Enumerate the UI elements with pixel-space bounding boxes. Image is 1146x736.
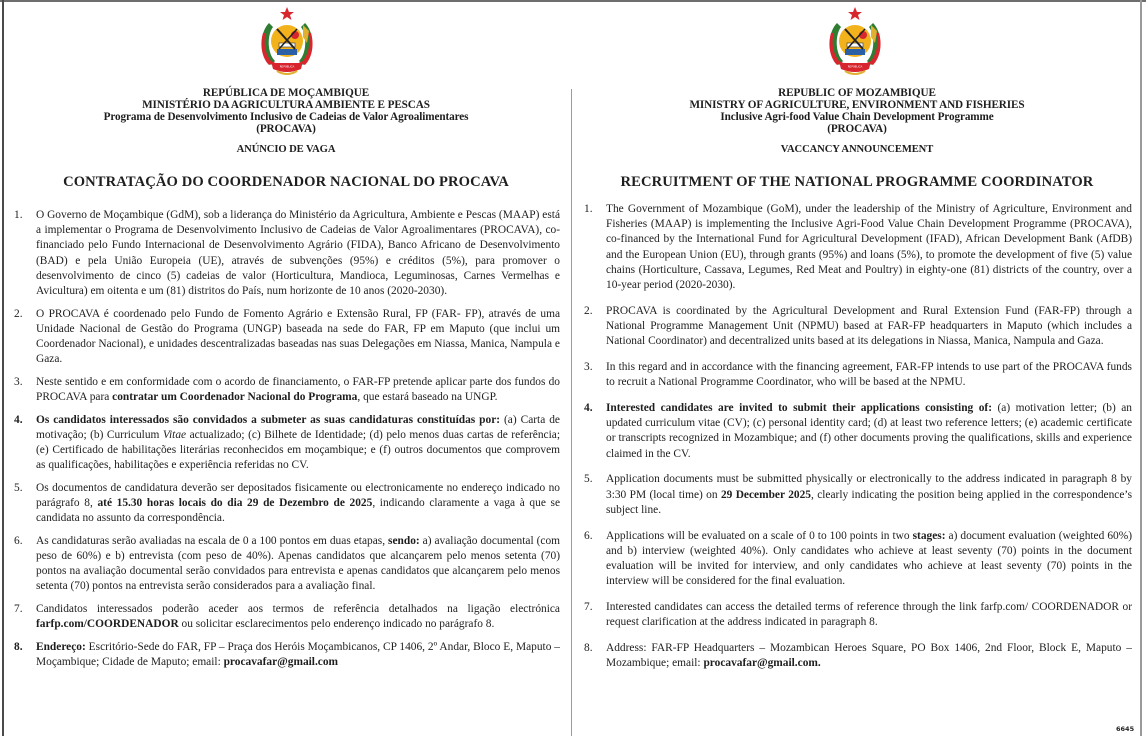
item-text: , clearly indicating the position being applied in the correspondence’s subject line. xyxy=(606,488,1133,516)
country-heading: REPUBLIC OF MOZAMBIQUE xyxy=(778,87,936,99)
country-heading: REPÚBLICA DE MOÇAMBIQUE xyxy=(202,87,370,99)
item-text: , indicando claramente a vaga à que se candidata no assunto da correspondência. xyxy=(36,497,561,525)
email-link[interactable]: procavafar@gmail.com xyxy=(223,656,339,669)
reference-number: 6645 xyxy=(1116,725,1135,733)
item-text: O PROCAVA é coordenado pelo Fundo de Fomento Agrário e Extensão Rural, FP (FAR- FP), através de uma Unidade Nacional de Gestão do Programa (UNGP) baseada na sede do FAR, FP em Maputo (que inclui um Coordenador Nacional), e unidades descentralizadas baseadas nas suas Delegações em Niassa, Manica, Nampula e Gaza. xyxy=(36,307,560,366)
announcement-label: VACCANCY ANNOUNCEMENT xyxy=(780,144,934,155)
list-item xyxy=(14,602,560,632)
announcement-label: ANÚNCIO DE VAGA xyxy=(236,144,336,155)
list-item xyxy=(14,640,560,670)
coat-of-arms-icon xyxy=(823,3,887,81)
list-item xyxy=(14,307,560,368)
list-item xyxy=(584,529,1132,590)
item-number: 6. xyxy=(584,529,593,542)
item-number: 1. xyxy=(14,209,23,221)
list-item xyxy=(584,304,1132,350)
page-border-right xyxy=(1140,0,1142,736)
list-item xyxy=(584,360,1132,390)
item-text: (a) motivation letter; (b) an updated curriculum vitae (CV); (c) personal identity card; (d) at least two reference letters; (e) academic certificate or transcripts recognized in Mozambique; and (f) other documents proving the qualifications, skills and experience claimed in the CV. xyxy=(606,402,1132,460)
list-item xyxy=(584,600,1132,630)
item-text: (a) Carta de motivação; (b) Curriculum xyxy=(36,413,560,441)
ministry-heading: MINISTÉRIO DA AGRICULTURA AMBIENTE E PESCAS xyxy=(142,99,430,111)
svg-text:REPÚBLICA: REPÚBLICA xyxy=(847,65,863,69)
item-number: 7. xyxy=(14,603,23,616)
item-number: 8. xyxy=(584,642,593,655)
item-text: Application documents must be submitted physically or electronically to the address indicated in paragraph 8 by 3:30 PM (local time) on xyxy=(606,473,1132,501)
list-item xyxy=(14,534,560,595)
item-text: a) avaliação documental (com peso de 60%) e b) entrevista (com peso de 40%). Apenas candidatos que alcançarem pelo menos setenta (70) pontos na avaliação documental serão convidados para entrevista e apenas candidatos que alcançarem pelo menos setenta (70) pontos na entrevista serão considerados para a avaliação final. xyxy=(36,534,561,593)
item-text: , que estará baseado na UNGP. xyxy=(357,391,498,404)
programme-acronym: (PROCAVA) xyxy=(827,123,887,135)
item-text: As candidaturas serão avaliadas na escala de 0 a 100 pontos em duas etapas, xyxy=(36,534,389,547)
list-item xyxy=(584,401,1132,462)
item-text: Interested candidates can access the detailed terms of reference through the link farfp.com/ COORDENADOR or request clarification at the address indicated in paragraph 8. xyxy=(606,601,1132,629)
programme-heading: Inclusive Agri-food Value Chain Development Programme xyxy=(720,111,994,123)
item-number: 3. xyxy=(14,375,23,388)
programme-acronym: (PROCAVA) xyxy=(256,123,316,135)
item-text: The Government of Mozambique (GoM), under the leadership of the Ministry of Agriculture, Environment and Fisheries (MAAP) is implementing the Inclusive Agri-Food Value Chain Development Programme (PROCAVA), co-financed by the International Fund for Agricultural Development (IFAD), African Development Bank (AfDB) and the European Union (EU), through grants (95%) and loans (5%), to promote the development of five (5) value chains (Horticulture, Cassava, Legumes, Red Meat and Poultry) in eighty-one (81) districts of the country, over a 10-year period (2020-2030). xyxy=(606,203,1132,292)
item-text: Neste sentido e em conformidade com o acordo de financiamento, o FAR-FP pretende aplicar parte dos fundos do PROCAVA para xyxy=(36,375,560,404)
list-item xyxy=(14,208,560,299)
vacancy-title: RECRUITMENT OF THE NATIONAL PROGRAMME COORDINATOR xyxy=(620,174,1094,190)
column-divider xyxy=(571,89,572,736)
list-item xyxy=(584,641,1132,671)
item-text: Candidatos interessados poderão aceder aos termos de referência detalhados na ligação electrónica xyxy=(36,603,560,616)
item-emphasis: Interested candidates are invited to submit their applications consisting of: xyxy=(606,402,992,415)
svg-text:REPÚBLICA: REPÚBLICA xyxy=(279,65,295,69)
item-text: a) document evaluation (weighted 60%) and b) interview (weighted 40%). Only candidates who achieve at least seventy (70) points in the document evaluation will be invited for interview, and only candidates who achieve at least seventy (70) points in the interview will be considered for the final evaluation. xyxy=(606,529,1132,588)
list-item xyxy=(584,472,1132,518)
item-text: Os documentos de candidatura deverão ser depositados fisicamente ou electronicamente no endereço indicado no parágrafo 8, xyxy=(36,481,560,510)
english-column xyxy=(576,0,1138,736)
item-number: 3. xyxy=(584,361,593,374)
item-text: In this regard and in accordance with the financing agreement, FAR-FP intends to use part of the PROCAVA funds to recruit a National Programme Coordinator, who will be based at the NPMU. xyxy=(606,361,1132,389)
terms-link[interactable]: farfp.com/COORDENADOR xyxy=(36,618,179,631)
announcement-items xyxy=(14,208,560,678)
item-number: 2. xyxy=(584,304,593,317)
item-emphasis: contratar um Coordenador Nacional do Programa xyxy=(112,391,358,404)
item-emphasis: Os candidatos interessados são convidados a submeter as suas candidaturas constituídas por: xyxy=(36,413,501,426)
email-link[interactable]: procavafar@gmail.com. xyxy=(703,657,821,670)
item-number: 6. xyxy=(14,534,23,547)
coat-of-arms-icon xyxy=(255,3,319,81)
item-number: 1. xyxy=(584,203,593,215)
list-item xyxy=(584,202,1132,293)
list-item xyxy=(14,413,560,474)
item-text: Applications will be evaluated on a scale of 0 to 100 points in two xyxy=(606,529,913,542)
item-emphasis: sendo: xyxy=(388,534,420,547)
item-text: PROCAVA is coordinated by the Agricultural Development and Rural Extension Fund (FAR-FP) through a National Programme Management Unit (NPMU) based at FAR-FP headquarters in Maputo (which includes a National Coordinator) and decentralized units based at its delegations in Niassa, Manica, Nampula and Gaza. xyxy=(606,304,1132,348)
address-text: Escritório-Sede do FAR, FP – Praça dos Heróis Moçambicanos, CP 1406, 2º Andar, Bloco E, Maputo – Moçambique; Cidade de Maputo; email: xyxy=(36,640,560,669)
item-number: 8. xyxy=(14,640,23,653)
list-item xyxy=(14,481,560,527)
page-border-left xyxy=(2,0,4,736)
item-text: O Governo de Moçambique (GdM), sob a liderança do Ministério da Agricultura, Ambiente e Pescas (MAAP) está a implementar o Programa de Desenvolvimento Inclusivo de Cadeias de Valor Agroalimentares (PROCAVA), co-financiado pelo Fundo Internacional de Desenvolvimento Agrário (FIDA), Banco Africano de Desenvolvimento (BAD) e pela União Europeia (UE), através de subvenções (95%) e créditos (5%), para promover o desenvolvimento de cinco (5) cadeias de valor (Horticultura, Mandioca, Leguminosas, Carnes Vermelhas e Avicultura) em oitenta e um (81) distritos do País, num horizonte de 10 anos (2020-2030). xyxy=(36,209,560,298)
portuguese-column xyxy=(6,0,566,736)
item-number: 4. xyxy=(14,413,23,426)
item-text: ou solicitar esclarecimentos pelo enderenço indicado no parágrafo 8. xyxy=(178,618,495,631)
item-number: 5. xyxy=(14,481,23,494)
item-number: 4. xyxy=(584,402,593,415)
item-text: actualizado; (c) Bilhete de Identidade; (d) pelo menos duas cartas de referência; (e) Certificado de habilitações literárias reconhecidos em moçambique; e (f) outros documentos que comprovem as qualificações, habilitações e experiência referidas no CV. xyxy=(36,428,560,472)
deadline: 29 December 2025 xyxy=(720,488,811,501)
item-number: 7. xyxy=(584,601,593,614)
programme-heading: Programa de Desenvolvimento Inclusivo de Cadeias de Valor Agroalimentares xyxy=(103,111,469,123)
item-emphasis: stages: xyxy=(912,529,946,542)
ministry-heading: MINISTRY OF AGRICULTURE, ENVIRONMENT AND FISHERIES xyxy=(689,99,1025,111)
address-text: Address: FAR-FP Headquarters – Mozambican Heroes Square, PO Box 1406, 2nd Floor, Block E, Maputo – Mozambique; email: xyxy=(606,642,1132,670)
address-label: Endereço: xyxy=(36,640,86,653)
item-number: 2. xyxy=(14,307,23,320)
deadline: até 15.30 horas locais do dia 29 de Dezembro de 2025 xyxy=(97,497,373,510)
item-number: 5. xyxy=(584,473,593,486)
item-italic: Vitae xyxy=(162,428,187,441)
list-item xyxy=(14,375,560,405)
vacancy-title: CONTRATAÇÃO DO COORDENADOR NACIONAL DO PROCAVA xyxy=(63,174,509,190)
announcement-items xyxy=(584,202,1132,682)
